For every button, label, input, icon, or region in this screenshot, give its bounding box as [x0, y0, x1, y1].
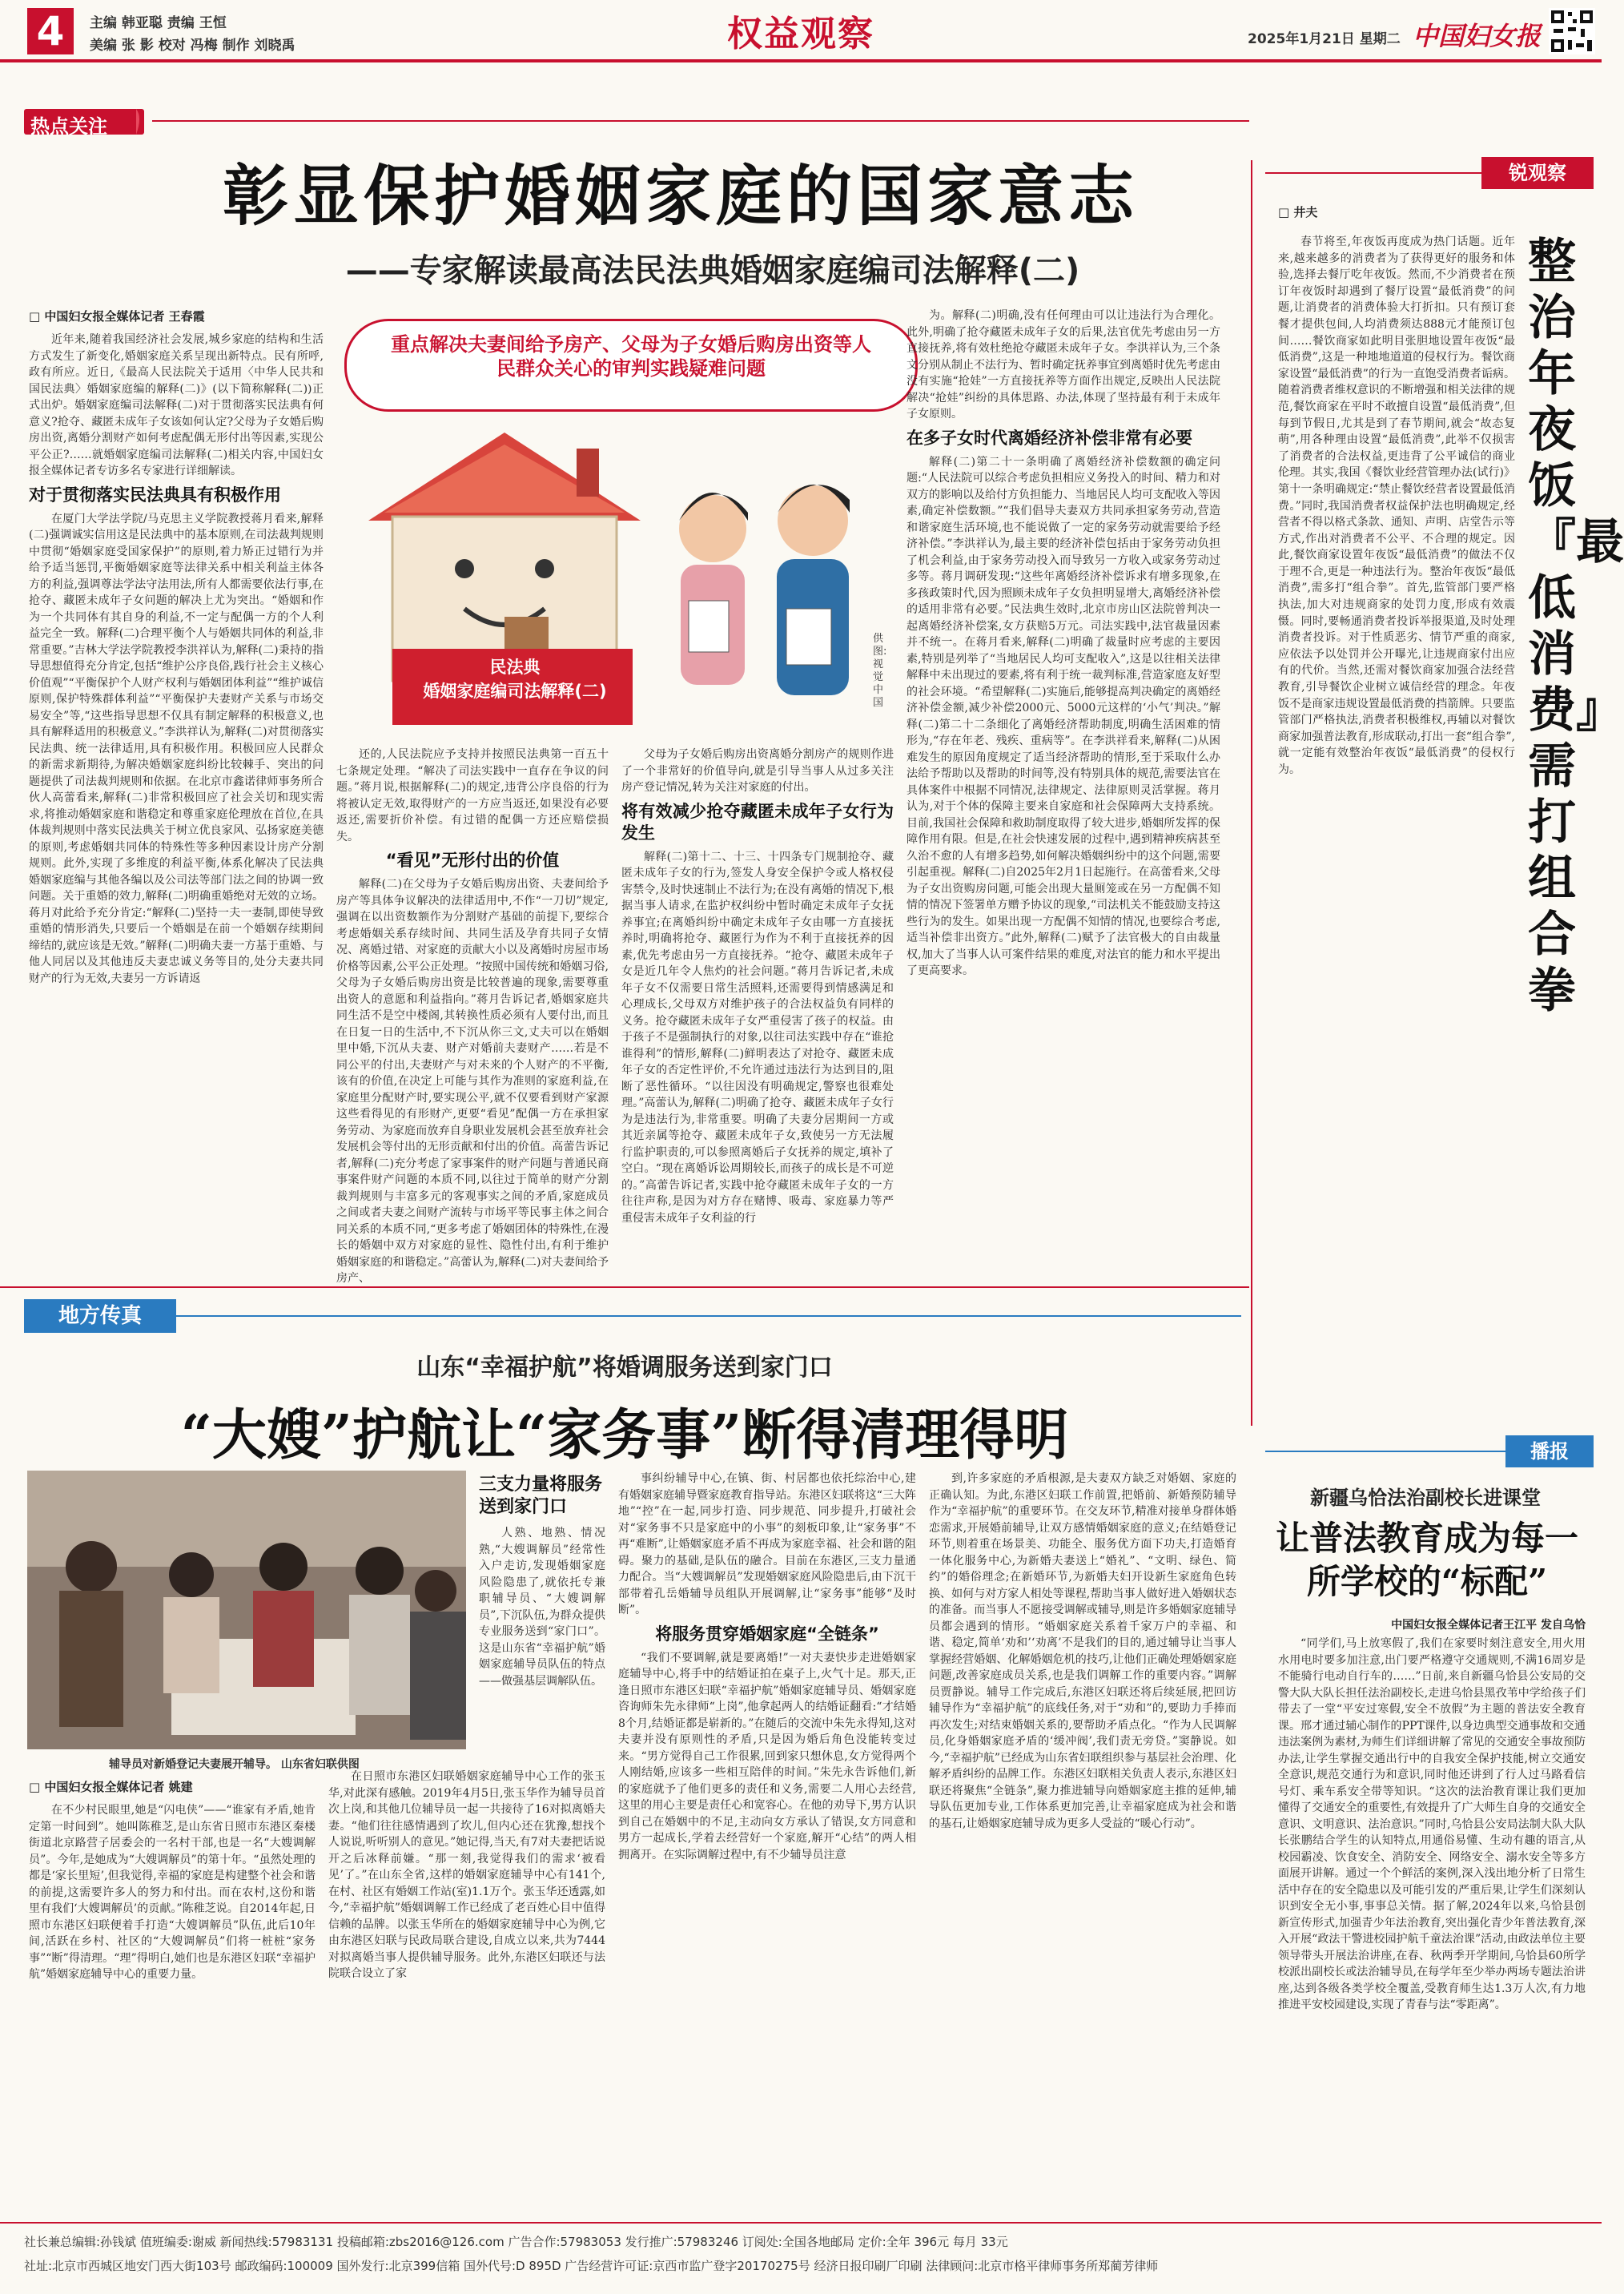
main-col4b-para: 解释(二)第二十一条明确了离婚经济补偿数额的确定问题:“人民法院可以综合考虑负担相应义务投入的时间、精力和对双方的影响以及给付方负担能力、当地居民人均可支配收入等因素,确定补偿数额。”“我们倡导夫妻双方共同承担家务劳动,营造和谐家庭生活环境,也不能说做了一定的家务劳动就需要给予经济补偿。”李洪祥认为,最主要的经济补偿包括由于家务劳动负担了机会利益,由于家务劳动投入而导致另一方收入或家务劳动过多等。蒋月调研发现:“这些年离婚经济补偿诉求有增多现象,在多孩政策时代,因为照顾未成年子女负担明显增大,离婚经济补偿的适用非常有必要。”民法典生效时,北京市房山区法院曾判决一起离婚经济补偿案,女方获赔5万元。司法实践中,法官裁量因素并不统一。在蒋月看来,解释(二)明确了裁量时应考虑的主要因素,特别是列举了“当地居民人均可支配收入”,这是以往相关法律解释中未出现过的要素,将有利于统一裁判标准,营造家庭友好型的社会环境。“希望解释(二)实施后,能够提高判决确定的离婚经济补偿金额,减少补偿2000元、5000元这样的‘小气’判决。”解释(二)第二十二条细化了离婚经济帮助制度,明确生活困难的情形为,“存在年老、残疾、重病等”。在李洪祥看来,解释(二)从困难发生的原因角度规定了适当经济帮助的情形,至于采取什么办法给予帮助以及帮助的时间等,没有特别具体的规范,需要法官在具体案件中根据不同情况,法律规定、法律原则灵活掌握。蒋月认为,对于个体的保障主要来自家庭和社会保障两大支持系统。目前,我国社会保障和救助制度取得了较大进步,婚姻所发挥的保障作用有限。但是,在社会快速发展的过程中,遇到精神疾病甚至久治不愈的人有增多趋势,如何解决婚姻纠纷中的这个问题,需要引起重视。解释(二)自2025年2月1日起施行。在高蕾看来,父母为子女出资购房问题,可能会出现大量厕笼或在另一方配偶不知情的情况下签署单方赠予协议的现象,“司法机关不能鼓励支持这些行为的发生。如果出现一方配偶不知情的情况,也要综合考虑,适当补偿非出资方。”此外,解释(二)赋予了法官极大的自由裁量权,加大了当事人认可案件结果的难度,对法官的能力和水平提出了更高要求。 — [906, 455, 1220, 977]
local-column-2 — [328, 1769, 605, 2206]
local-column-4 — [929, 1471, 1236, 2206]
footer-line-1: 社长兼总编辑:孙钱斌 值班编委:谢威 新闻热线:57983131 投稿邮箱:zbs2016@126.com 广告合作:57983053 发行推广:57983246 订阅处:全国各地邮局 定价:全年 396元 每月 33元 — [24, 2235, 1008, 2249]
illustration-sign-text: 民法典 婚姻家庭编司法解释(二) — [423, 658, 607, 701]
local-col3-subhead: 将服务贯穿婚姻家庭“全链条” — [655, 1624, 879, 1644]
illustration-credit: 供图:视觉中国 — [873, 633, 887, 709]
main-column-4 — [906, 308, 1220, 1274]
local-col2-para: 在日照市东港区妇联婚姻家庭辅导中心工作的张玉华,对此深有感触。2019年4月5日,张玉华作为辅导员首次上岗,和其他几位辅导员一起一共接待了16对拟离婚夫妻。“他们往往感情遇到了坎儿,但内心还在犹豫,想找个人说说,听听别人的意见。”她记得,当天,有7对夫妻把话说开之后冰释前嫌。“那一刻,我觉得我们的需求‘被看见’了。”在山东全省,这样的婚姻家庭辅导中心有141个,在村、社区有婚姻工作站(室)1.1万个。张玉华还透露,如今,“幸福护航”婚姻调解工作已经成了老百姓心目中值得信赖的品牌。以张玉华所在的婚姻家庭辅导中心为例,它由东港区妇联与民政局联合建设,自成立以来,共为7444对拟离婚当事人提供辅导服务。此外,东港区妇联还与法院联合设立了家 — [328, 1770, 605, 1980]
issue-date: 2025年1月21日 星期二 — [1248, 31, 1401, 47]
headline: 彰显保护婚姻家庭的国家意志 — [222, 158, 1139, 235]
main-col3-subhead: 将有效减少抢夺藏匿未成年子女行为发生 — [621, 801, 894, 843]
local-column-1 — [29, 1802, 316, 2206]
local-subtitle: 山东“幸福护航”将婚调服务送到家门口 — [416, 1354, 833, 1382]
main-col1-subhead: 对于贯彻落实民法典具有积极作用 — [29, 485, 281, 505]
sidebar-title: 整治年夜饭『最低消费』需打组合拳 — [1528, 234, 1624, 1019]
page-number: 4 — [27, 8, 74, 54]
main-col2-para: 还的,人民法院应予支持并按照民法典第一百五十七条规定处理。“解决了司法实践中一直存在争议的问题。”蒋月说,根据解释(二)的规定,违背公序良俗的行为将被认定无效,取得财产的一方应当返还,如果没有必要返还,需要折价补偿。有过错的配偶一方还应赔偿损失。 — [336, 748, 609, 843]
header-rule — [0, 59, 1602, 62]
local-byline: □ 中国妇女报全媒体记者 姚建 — [29, 1780, 193, 1794]
qr-code-icon — [1549, 8, 1595, 54]
local-column-3 — [618, 1471, 916, 2206]
sidebar-kicker — [1481, 157, 1594, 189]
kicker-badge — [24, 104, 144, 138]
main-col2-subhead: “看见”无形付出的价值 — [385, 851, 560, 870]
local-col4-para: 到,许多家庭的矛盾根源,是夫妻双方缺乏对婚姻、家庭的正确认知。为此,东港区妇联工作前置,把婚前、新婚预防辅导作为“幸福护航”的重要环节。在交友环节,精准对接单身群体婚恋需求,开展婚前辅导,让双方感情婚姻家庭的意义;在结婚登记环节,则着重在场景美、功能全、服务优方面下功夫,打造婚育一体化服务中心,为新婚夫妻送上“婚礼”、“文明、绿色、简约”的婚俗理念;在新婚环节,为新婚夫妇开设新生家庭角色转换、如何与对方家人相处等课程,帮助当事人做好进入婚姻状态的准备。而当事人不愿接受调解或辅导,则是许多婚姻家庭辅导员都会遇到的情形。“婚姻家庭关系着千家万户的幸福、和谐、稳定,简单‘劝和’‘劝离’不是我们的目的,通过辅导让当事人掌握经营婚姻、化解婚姻危机的技巧,让他们正确处理婚姻家庭问题,改善家庭成员关系,也是我们调解工作的重要内容。”调解员贾静说。辅导工作完成后,东港区妇联还将后续延展,把回访辅导作为“幸福护航”的底线任务,对于“劝和”的,要助力手捧而再次发生;对结束婚姻关系的,要帮助矛盾点化。“作为人民调解员,化身婚姻家庭矛盾的‘缓冲阀’,我们责无旁贷。”窦静说。如今,“幸福护航”已经成为山东省妇联组织参与基层社会治理、化解矛盾纠纷的品牌工作。东港区妇联相关负责人表示,东港区妇联还将聚焦“全链条”,聚力推进辅导向婚姻家庭主推的延伸,辅导队伍更加专业,工作体系更加完善,让幸福家庭成为社会和谐的基石,让婚姻家庭辅导成为更多人受益的“暖心行动”。 — [929, 1472, 1236, 1830]
bobao-title: 让普法教育成为每一所学校的“标配” — [1275, 1519, 1578, 1601]
local-photo-subtitle: 三支力量将服务送到家门口 — [479, 1475, 603, 1517]
footer-rule — [0, 2222, 1602, 2224]
local-title: “大嫂”护航让“家务事”断得清理得明 — [180, 1403, 1069, 1467]
bobao-subtitle: 新疆乌恰法治副校长进课堂 — [1310, 1487, 1541, 1509]
sidebar-kicker-rule — [1265, 172, 1481, 174]
main-col2b-para: 解释(二)在父母为子女婚后购房出资、夫妻间给予房产等具体争议解决的法律适用中,不作“一刀切”规定,强调在以出资数额作为分割财产基础的前提下,要综合考虑婚姻关系存续时间、共同生活及孕育共同子女情况、离婚过错、对家庭的贡献大小以及离婚时房屋市场价格等因素,公平公正处理。“按照中国传统和婚姻习俗,父母为子女婚后购房出资是比较普遍的现象,需要尊重出资人的意愿和利益指向。”蒋月告诉记者,婚姻家庭共同生活不是空中楼阁,其转换性质必须有人要付出,而且在日复一日的生活中,不下沉从你三文,丈夫可以在婚姻里中婚,下沉从夫妻、财产对婚前夫妻财产……若是不同公平的付出,夫妻财产与对未来的个人财产的不平衡,该有的价值,在决定上可能与其作为准则的家庭利益,在家庭里分配财产时,要实现公平,就不仅要看到财产家源这些看得见的有形财产,更要“看见”配偶一方在承担家务劳动、为家庭而放弃自身职业发展机会甚至放弃社会发展机会等付出的无形贡献和付出的价值。高蕾告诉记者,解释(二)充分考虑了家事案件的财产问题与普通民商事案件财产问题的本质不同,以往过于简单的财产分割裁判规则与丰富多元的客观事实之间的矛盾,家庭成员之间或者夫妻之间财产流转与市场平等民事主体之间合同关系的本质不同,“更多考虑了婚姻团体的特殊性,在漫长的婚姻中双方对家庭的显性、隐性付出,有利于维护婚姻家庭的和谐稳定。”高蕾认为,解释(二)对夫妻间给予房产、 — [336, 878, 609, 1285]
local-side-text: 人熟、地熟、情况熟,“大嫂调解员”经常性入户走访,发现婚姻家庭风险隐患了,就依托专兼职辅导员、“大嫂调解员”,下沉队伍,为群众提供专业服务送到“家门口”。这是山东省“幸福护航”婚姻家庭辅导员队伍的特点——做强基层调解队伍。 — [479, 1527, 605, 1688]
main-column-2 — [336, 747, 609, 1285]
local-kicker — [24, 1299, 176, 1333]
staff-line-1: 主编 韩亚聪 责编 王恒 — [90, 15, 227, 31]
sub-headline: ——专家解读最高法民法典婚姻家庭编司法解释(二) — [345, 252, 1080, 289]
kicker-rule — [152, 120, 1249, 122]
local-kicker-rule — [176, 1315, 1241, 1317]
main-col4-subhead: 在多子女时代离婚经济补偿非常有必要 — [906, 428, 1192, 448]
bobao-kicker-label: 播报 — [1530, 1440, 1569, 1463]
section-title: 权益观察 — [727, 14, 874, 54]
main-col3b-para: 解释(二)第十二、十三、十四条专门规制抢夺、藏匿未成年子女的行为,签发人身安全保护令或人格权侵害禁令,及时快速制止不法行为;在没有离婚的情况下,根据当事人请求,在监护权纠纷中暂时确定未成年子女抚养事宜;在离婚纠纷中确定未成年子女由哪一方直接抚养时,明确将抢夺、藏匿行为作为不利于直接抚养的因素,优先考虑由另一方直接抚养。“抢夺、藏匿未成年子女是近几年令人焦灼的社会问题。”蒋月告诉记者,未成年子女不仅需要日常生活照料,还需要得到情感满足和心理成长,父母双方对维护孩子的合法权益负有同样的义务。抢夺藏匿未成年子女严重侵害了孩子的权益。由于孩子不是强制执行的对象,以往司法实践中存在“谁抢谁得利”的情形,解释(二)鲜明表达了对抢夺、藏匿未成年子女的否定性评价,不允许通过违法行为达到目的,阻断了恶性循环。“以往因没有明确规定,警察也很难处理。”高蕾认为,解释(二)明确了抢夺、藏匿未成年子女行为是违法行为,非常重要。明确了夫妻分居期间一方或其近亲属等抢夺、藏匿未成年子女,致使另一方无法履行监护职责的,可以参照离婚后子女抚养的规定,填补了空白。“现在离婚诉讼周期较长,而孩子的成长是不可逆的。”高蕾告诉记者,实践中抢夺藏匿未成年子女的一方往往声称,是因为对方存在赌博、吸毒、家庭暴力等严重侵害未成年子女利益的行 — [621, 850, 894, 1225]
callout-box — [344, 319, 918, 412]
main-byline: □ 中国妇女报全媒体记者 王春霞 — [29, 309, 205, 324]
local-photo — [27, 1471, 466, 1749]
local-photo-caption: 辅导员对新婚登记夫妻展开辅导。 山东省妇联供图 — [109, 1758, 360, 1771]
sidebar-kicker-label: 锐观察 — [1509, 162, 1566, 184]
kicker-label: 热点关注 — [30, 115, 107, 138]
sidebar-body: 春节将至,年夜饭再度成为热门话题。近年来,越来越多的消费者为了获得更好的服务和体验,选择去餐厅吃年夜饭。然而,不少消费者在预订年夜饭时却遇到了餐厅设置“最低消费”的问题,让消费者的消费体验大打折扣。只有预订套餐才提供包间,人均消费须达888元才能预订包间……餐饮商家如此明目张胆地设置年夜饭“最低消费”,这是一种地地道道的侵权行为。餐饮商家设置“最低消费”的行为一直饱受消费者诟病。随着消费者维权意识的不断增强和相关法律的规范,餐饮商家在平时不敢擅自设置“最低消费”,但每到节假日,尤其是到了春节期间,就会“故态复萌”,用各种理由设置“最低消费”,此举不仅损害了消费者的合法权益,更违背了公平诚信的商业伦理。其实,我国《餐饮业经营管理办法(试行)》第十一条明确规定:“禁止餐饮经营者设置最低消费。”同时,我国消费者权益保护法也明确规定,经营者不得以格式条款、通知、声明、店堂告示等方式,作出对消费者不公平、不合理的规定。因此,餐饮商家设置年夜饭“最低消费”的做法不仅于理不合,更是一种违法行为。整治年夜饭“最低消费”,需多打“组合拳”。首先,监管部门要严格执法,加大对违规商家的处罚力度,形成有效震慑。同时,要畅通消费者投诉举报渠道,及时处理消费者投诉。对于性质恶劣、情节严重的商家,应依法予以处罚并公开曝光,让违规商家付出应有的代价。当然,还需对餐饮商家加强合法经营教育,引导餐饮企业树立诚信经营的理念。年夜饭不是商家违规设置最低消费的挡箭牌。只要监管部门严格执法,消费者积极维权,再辅以对餐饮商家加强普法教育,形成联动,打出一套“组合拳”,就一定能有效整治年夜饭“最低消费”的侵权行为。 — [1278, 235, 1515, 776]
bobao-kicker-rule — [1265, 1451, 1505, 1452]
local-section-divider — [0, 1286, 1249, 1288]
footer-line-2: 社址:北京市西城区地安门西大街103号 邮政编码:100009 国外发行:北京399信箱 国外代号:D 895D 广告经营许可证:京西市监广登字20170275号 经济日报印刷厂印刷 法律顾问:北京市格平律师事务所郑蔺芳律师 — [24, 2259, 1159, 2273]
sidebar-byline: □ 井夫 — [1278, 205, 1318, 219]
local-col1-para: 在不少村民眼里,她是“闪电侠”——“谁家有矛盾,她肯定第一时间到”。她叫陈稚芝,是山东省日照市东港区秦楼街道北京路营子居委会的一名村干部,也是一名“大嫂调解员”。今年,是她成为“大嫂调解员”的第十年。“虽然处理的都是‘家长里短’,但我觉得,幸福的家庭是构建整个社会和谐的前提,这需要许多人的努力和付出。而在农村,这份和谐里有我们‘大嫂调解员’的贡献。”陈稚芝说。自2014年起,日照市东港区妇联便着手打造“大嫂调解员”队伍,此后10年间,活跃在乡村、社区的“大嫂调解员”们将一桩桩“家务事”“断”得清理。“理”得明白,她们也是东港区妇联“幸福护航”婚姻家庭辅导中心的重要力量。 — [29, 1804, 316, 1981]
bobao-kicker — [1505, 1435, 1594, 1467]
paper-name: 中国妇女报 — [1413, 21, 1542, 51]
main-column-3 — [621, 747, 894, 1274]
local-col3b-para: “我们不要调解,就是要离婚!”一对夫妻快步走进婚姻家庭辅导中心,将手中的结婚证拍在桌子上,火气十足。那天,正逢日照市东港区妇联“幸福护航”婚姻家庭辅导员、婚姻家庭咨询师朱先永律师“上岗”,他拿起两人的结婚证翻看:“才结婚8个月,结婚证都是崭新的。”在随后的交流中朱先永得知,这对夫妻并没有原则性的矛盾,只是因为婚后角色没能转变过来。“男方觉得自己工作很累,回到家只想休息,女方觉得两个人刚结婚,应该多一些相互陪伴的时间。”朱先永告诉他们,新的家庭就予了他们更多的责任和义务,需要二人用心去经营,这里的用心主要是责任心和宽容心。在他的劝导下,男方认识到自己在婚姻中的不足,主动向女方承认了错误,女方同意和男方一起成长,学着去经营好一个家庭,解开“心结”的两人相拥离开。在实际调解过程中,有不少辅导员注意 — [618, 1651, 916, 1861]
page-header — [0, 0, 1602, 62]
sidebar-divider — [1251, 160, 1252, 1426]
main-col4-para: 为。解释(二)明确,没有任何理由可以让违法行为合理化。此外,明确了抢夺藏匿未成年子女的后果,法官优先考虑由另一方直接抚养,将有效杜绝抢夺藏匿未成年子女。李洪祥认为,三个条文分别从制止不法行为、暂时确定抚养事宜到离婚时优先考虑由没有实施“抢娃”一方直接抚养等方面作出规定,反映出人民法院解决“抢娃”纠纷的具体思路、办法,体现了坚持最有利于未成年子女原则。 — [906, 309, 1220, 421]
main-col1-para: 近年来,随着我国经济社会发展,城乡家庭的结构和生活方式发生了新变化,婚姻家庭关系呈现出新特点。民有所呼,政有所应。近日,《最高人民法院关于适用〈中华人民共和国民法典〉婚姻家庭编的解释(二)》(以下简称解释(二))正式出炉。婚姻家庭编司法解释(二)对于贯彻落实民法典有何意义?抢夺、藏匿未成年子女该如何认定?父母为子女婚后购房出资,离婚分割财产如何考虑配偶无形付出等因素,实现公平公正?……就婚姻家庭编司法解释(二)相关内容,中国妇女报全媒体记者专访多名专家进行详细解读。 — [29, 333, 324, 477]
bobao-body: “同学们,马上放寒假了,我们在家要时刻注意安全,用火用水用电时要多加注意,出门要严格遵守交通规则,不满16周岁是不能骑行电动自行车的……”日前,来自新疆乌恰县公安局的交警大队大队长担任法治副校长,走进乌恰县黑孜苇中学给孩子们带去了一堂“平安过寒假,安全不放假”为主题的普法安全教育课。邢才通过辅心制作的PPT课件,以身边典型交通事故和交通违法案例为素材,为师生们详细讲解了常见的交通安全事故预防办法,让学生掌握交通出行中的自我安全保护技能,树立交通安全意识,规范交通行为和意识,同时他还讲到了行人过马路看信号灯、乘车系安全带等知识。“这次的法治教育课让我们更加懂得了交通安全的重要性,有效提升了广大师生自身的交通安全意识、文明意识、法治意识。”同时,乌恰县公安局法制大队大队长张鹏结合学生的认知特点,用通俗易懂、生动有趣的语言,从校园霸凌、饮食安全、消防安全、网络安全、溺水安全等多方面展开讲解。通过一个个鲜活的案例,深入浅出地分析了日常生活中存在的安全隐患以及可能引发的严重后果,让学生们深刻认识到安全无小事,事事总关情。据了解,2024年以来,乌恰县创新宣传形式,加强青少年法治教育,突出强化青少年普法教育,深入开展“政法干警进校园护航千童法治课”活动,由政法单位主要领导带头开展法治讲座,在春、秋两季开学期间,乌恰县60所学校派出副校长或法治辅导员,在每学年至少举办两场专题法治讲座,达到各级各类学校全覆盖,受教育师生达1.3万人次,有力地推进平安校园建设,实现了青春与法“零距离”。 — [1278, 1637, 1586, 2011]
main-col1b-para: 在厦门大学法学院/马克思主义学院教授蒋月看来,解释(二)强调诚实信用这是民法典中的基本原则,在司法裁判规则中贯彻“婚姻家庭受国家保护”的原则,着力矫正过错行为并给予适当惩罚,平衡婚姻家庭等法律关系中相关利益主体各方的利益,强调尊法学法守法用法,所有人都需要依法行事,在抢夺、藏匿未成年子女问题的解决上尤为突出。“婚姻和作为一个共同体有其自身的利益,不一定与配偶一方的个人利益完全一致。解释(二)合理平衡个人与婚姻共同体的利益,非常重要。”吉林大学法学院教授李洪祥认为,解释(二)秉持的指导思想值得充分肯定,包括“维护公序良俗,践行社会主义核心价值观”“平衡保护个人财产权利与婚姻团体利益”“维护诚信原则,保护特殊群体利益”“平衡保护夫妻财产关系与市场交易安全”等,“这些指导思想不仅具有制定解释的积极意义,也具有解释适用的积极意义。”李洪祥认为,解释(二)对贯彻落实民法典、统一法律适用,具有积极作用。积极回应人民群众的新需求新期待,为解决婚姻家庭纠纷比较棘手、突出的问题提供了司法裁判规则和依据。在北京市鑫诺律师事务所合伙人高蕾看来,解释(二)非常积极回应了社会关切和现实需求,将推动婚姻家庭和谐稳定和尊重家庭伦理放在首位,在具体裁判规则中落实民法典关于树立优良家风、弘扬家庭美德的原则,考虑婚姻共同体的特殊性等多种因素设计房产分割规则。此外,实现了多维度的利益平衡,体系化解决了民法典婚姻家庭编与其他各编以及公司法等部门法之间的协调一致问题。关于重婚的效力,解释(二)明确重婚绝对无效的立场。蒋月对此给予充分肯定:“解释(二)坚持一夫一妻制,即使导致重婚的情形消失,只要后一个婚姻是在前一个婚姻存续期间缔结的,就应该是无效。”解释(二)明确夫妻一方基于重婚、与他人同居以及其他违反夫妻忠诚义务等目的,处分夫妻共同财产的行为无效,夫妻另一方诉请返 — [29, 512, 324, 985]
local-col3-para: 事纠纷辅导中心,在镇、街、村居都也依托综治中心,建有婚姻家庭辅导暨家庭教育指导站。东港区妇联将这“三大阵地”“控”在一起,同步打造、同步规范、同步提升,打破社会对“家务事不只是家庭中的小事”的刻板印象,让“家务事”不再“难断”,让婚姻家庭矛盾不再成为家庭幸福、社会和谐的阻碍。聚力的基础,是队伍的融合。目前在东港区,三支力量通力配合。当“大嫂调解员”发现婚姻家庭风险隐患后,由下沉干部带着孔岳婚辅导员组队开展调解,让“家务事”能够“及时断”。 — [618, 1472, 916, 1616]
bobao-byline: 中国妇女报全媒体记者王江平 发自乌恰 — [1391, 1619, 1586, 1632]
main-column-1 — [29, 332, 324, 1274]
staff-line-2: 美编 张 影 校对 冯梅 制作 刘晓禹 — [90, 38, 295, 54]
callout-text: 重点解决夫妻间给予房产、父母为子女婚后购房出资等人民群众关心的审判实践疑难问题 — [391, 333, 871, 380]
main-col3-para: 父母为子女婚后购房出资离婚分割房产的规则作进了一个非常好的价值导向,就是引导当事人从过多关注房产登记情况,转为关注对家庭的付出。 — [621, 748, 894, 794]
local-kicker-label: 地方传真 — [58, 1304, 142, 1328]
